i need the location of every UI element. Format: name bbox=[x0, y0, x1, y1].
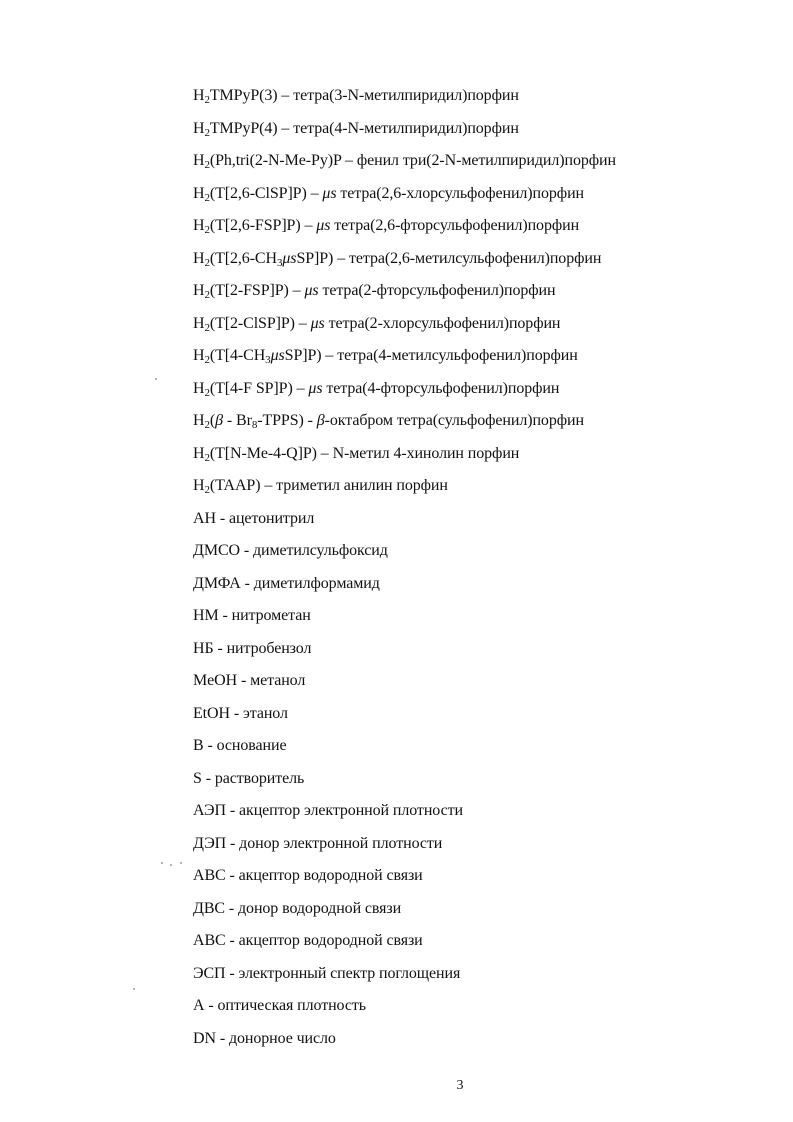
entry-a: ДМСО bbox=[193, 542, 240, 559]
entry-mu: μs bbox=[322, 184, 337, 202]
entry-b-sub: 3 bbox=[276, 256, 283, 269]
abbreviation-entry bbox=[193, 962, 753, 995]
entry-a: ДЭП bbox=[193, 834, 227, 852]
entry-a: DN bbox=[193, 1029, 216, 1047]
abbreviation-entry bbox=[193, 734, 753, 767]
abbreviation-entry bbox=[193, 344, 753, 377]
entry-c: - донор электронной плотности bbox=[226, 834, 443, 852]
entry-c: - ацетонитрил bbox=[215, 509, 315, 527]
entry-c: - оптическая плотность bbox=[204, 997, 366, 1014]
entry-a: H bbox=[193, 412, 205, 429]
entry-b: (T[N-Me-4-Q]P) bbox=[209, 444, 317, 462]
entry-a: АН bbox=[193, 509, 216, 527]
entry-a: ДМФА bbox=[193, 574, 241, 592]
abbreviation-entry bbox=[193, 604, 753, 637]
entry-a: А bbox=[193, 997, 205, 1014]
entry-b3: -TPPS) - bbox=[257, 412, 317, 429]
entry-a: H bbox=[193, 217, 205, 234]
entry-b: (TAAP) bbox=[209, 477, 261, 494]
entry-c: - нитробензол bbox=[213, 639, 312, 657]
entry-c: – триметил анилин порфин bbox=[260, 477, 448, 494]
entry-c: - основание bbox=[203, 737, 287, 754]
entry-a-sub: 2 bbox=[204, 354, 210, 366]
entry-b2: - Br bbox=[222, 412, 252, 429]
entry-mu: μs bbox=[270, 347, 285, 364]
abbreviation-entry bbox=[193, 864, 753, 897]
entry-b: (T[4-F SP]P) – bbox=[209, 379, 309, 397]
entry-c: - электронный спектр поглощения bbox=[225, 964, 461, 982]
entry-a-sub: 2 bbox=[204, 451, 210, 464]
entry-c: тетра(2,6-фторсульфофенил)порфин bbox=[330, 217, 580, 234]
abbreviation-entry bbox=[193, 799, 753, 832]
entry-mu: β bbox=[215, 412, 223, 429]
entry-b2: SP]P) – bbox=[284, 347, 338, 364]
scan-speck bbox=[161, 862, 163, 864]
entry-c: тетра(2-фторсульфофенил)порфин bbox=[318, 282, 556, 299]
entry-a: H bbox=[193, 184, 205, 202]
entry-a: H bbox=[193, 152, 205, 169]
entry-c: -октабром тетра(сульфофенил)порфин bbox=[324, 412, 584, 429]
entry-a: H bbox=[193, 119, 205, 137]
entry-b: (T[2,6-ClSP]P) – bbox=[209, 184, 323, 202]
entry-c: - акцептор водородной связи bbox=[225, 932, 423, 949]
entry-c: - диметилформамид bbox=[240, 574, 380, 592]
entry-a: H bbox=[193, 249, 205, 267]
page-number: 3 bbox=[456, 1078, 464, 1093]
abbreviation-entry bbox=[193, 994, 753, 1027]
entry-a: EtOH bbox=[193, 704, 230, 722]
entry-a-sub: 2 bbox=[204, 94, 210, 106]
entry-c: – фенил три(2-N-метилпиридил)порфин bbox=[341, 152, 616, 169]
entry-b: TMPyP(3) bbox=[209, 87, 278, 104]
entry-a: НБ bbox=[193, 639, 214, 657]
entry-b: (T[2,6-FSP]P) – bbox=[209, 217, 317, 234]
entry-a-sub: 2 bbox=[204, 256, 210, 269]
abbreviation-entry bbox=[193, 117, 753, 150]
abbreviation-entry bbox=[193, 507, 753, 540]
entry-a: В bbox=[193, 737, 204, 754]
scan-speck bbox=[170, 864, 172, 866]
entry-a: ЭСП bbox=[193, 964, 226, 982]
entry-a: АВС bbox=[193, 932, 226, 949]
entry-mu: μs bbox=[308, 379, 323, 397]
entry-c: – тетра(4-N-метилпиридил)порфин bbox=[277, 119, 519, 137]
abbreviation-entry bbox=[193, 214, 753, 247]
abbreviation-entry bbox=[193, 1027, 753, 1060]
entry-c: - этанол bbox=[229, 704, 288, 722]
entry-b: (T[2-FSP]P) – bbox=[209, 282, 305, 299]
entry-mu: μs bbox=[316, 217, 331, 234]
abbreviation-entry bbox=[193, 572, 753, 605]
entry-a: АЭП bbox=[193, 802, 226, 819]
abbreviation-entry bbox=[193, 409, 753, 442]
entry-b: ( bbox=[209, 412, 216, 429]
entry-c: - акцептор водородной связи bbox=[225, 867, 423, 884]
entry-mu: μs bbox=[310, 314, 325, 332]
entry-c: - растворитель bbox=[201, 769, 305, 787]
abbreviation-entry bbox=[193, 247, 753, 280]
entry-a: H bbox=[193, 379, 205, 397]
entry-b2: SP]P) – bbox=[296, 249, 349, 267]
entry-c: - донор водородной связи bbox=[224, 899, 402, 917]
entry-c: тетра(2,6-метилсульфофенил)порфин bbox=[349, 249, 602, 267]
entry-b: (T[2-ClSP]P) – bbox=[209, 314, 311, 332]
abbreviation-entry bbox=[193, 539, 753, 572]
entry-c: тетра(4-метилсульфофенил)порфин bbox=[337, 347, 578, 364]
abbreviation-entry bbox=[193, 474, 753, 507]
abbreviation-entry bbox=[193, 702, 753, 735]
entry-mu: μs bbox=[282, 249, 297, 267]
entry-a-sub: 2 bbox=[204, 321, 210, 334]
abbreviation-entry bbox=[193, 897, 753, 930]
entry-a-sub: 2 bbox=[204, 289, 210, 301]
abbreviation-entry bbox=[193, 929, 753, 962]
entry-c: - метанол bbox=[237, 672, 306, 689]
abbreviation-list bbox=[193, 84, 753, 1059]
entry-c: – N-метил 4-хинолин порфин bbox=[316, 444, 520, 462]
entry-a: H bbox=[193, 314, 205, 332]
entry-a: S bbox=[193, 769, 202, 787]
abbreviation-entry bbox=[193, 377, 753, 410]
abbreviation-entry bbox=[193, 182, 753, 215]
entry-c: - диметилсульфоксид bbox=[239, 542, 388, 559]
entry-a-sub: 2 bbox=[204, 484, 210, 496]
entry-a-sub: 2 bbox=[204, 191, 210, 204]
entry-b-sub: 3 bbox=[265, 354, 271, 366]
entry-a-sub: 2 bbox=[204, 126, 210, 139]
abbreviation-entry bbox=[193, 442, 753, 475]
entry-a: H bbox=[193, 282, 205, 299]
entry-a: H bbox=[193, 87, 205, 104]
entry-b: (T[4-CH bbox=[209, 347, 266, 364]
entry-a-sub: 2 bbox=[204, 386, 210, 399]
entry-c: - донорное число bbox=[215, 1029, 336, 1047]
abbreviation-entry bbox=[193, 312, 753, 345]
scan-speck bbox=[180, 862, 182, 864]
scan-speck bbox=[155, 378, 157, 380]
abbreviation-entry bbox=[193, 279, 753, 312]
entry-mu2: β bbox=[316, 412, 325, 429]
entry-c: тетра(2,6-хлорсульфофенил)порфин bbox=[336, 184, 584, 202]
abbreviation-entry bbox=[193, 149, 753, 182]
entry-b: (Ph,tri(2-N-Me-Py)P bbox=[209, 152, 342, 169]
entry-a-sub: 2 bbox=[204, 159, 210, 171]
entry-a-sub: 2 bbox=[204, 419, 210, 431]
entry-c: - акцептор электронной плотности bbox=[225, 802, 463, 819]
entry-b2-sub: 8 bbox=[251, 419, 258, 431]
entry-a: ДВС bbox=[193, 899, 225, 917]
abbreviation-entry bbox=[193, 637, 753, 670]
entry-c: тетра(4-фторсульфофенил)порфин bbox=[322, 379, 560, 397]
entry-b: (T[2,6-CH bbox=[209, 249, 277, 267]
entry-mu: μs bbox=[304, 282, 319, 299]
entry-a: H bbox=[193, 347, 205, 364]
entry-c: тетра(2-хлорсульфофенил)порфин bbox=[324, 314, 561, 332]
entry-a-sub: 2 bbox=[204, 224, 210, 236]
abbreviation-entry bbox=[193, 767, 753, 800]
abbreviation-entry bbox=[193, 84, 753, 117]
entry-b: TMPyP(4) bbox=[209, 119, 278, 137]
entry-a: MeOH bbox=[193, 672, 238, 689]
abbreviation-entry bbox=[193, 832, 753, 865]
entry-a: H bbox=[193, 477, 205, 494]
entry-a: АВС bbox=[193, 867, 226, 884]
entry-a: H bbox=[193, 444, 205, 462]
abbreviation-entry bbox=[193, 669, 753, 702]
entry-c: – тетра(3-N-метилпиридил)порфин bbox=[277, 87, 519, 104]
scan-speck bbox=[133, 988, 135, 990]
entry-a: НМ bbox=[193, 607, 219, 624]
entry-c: - нитрометан bbox=[218, 607, 311, 624]
